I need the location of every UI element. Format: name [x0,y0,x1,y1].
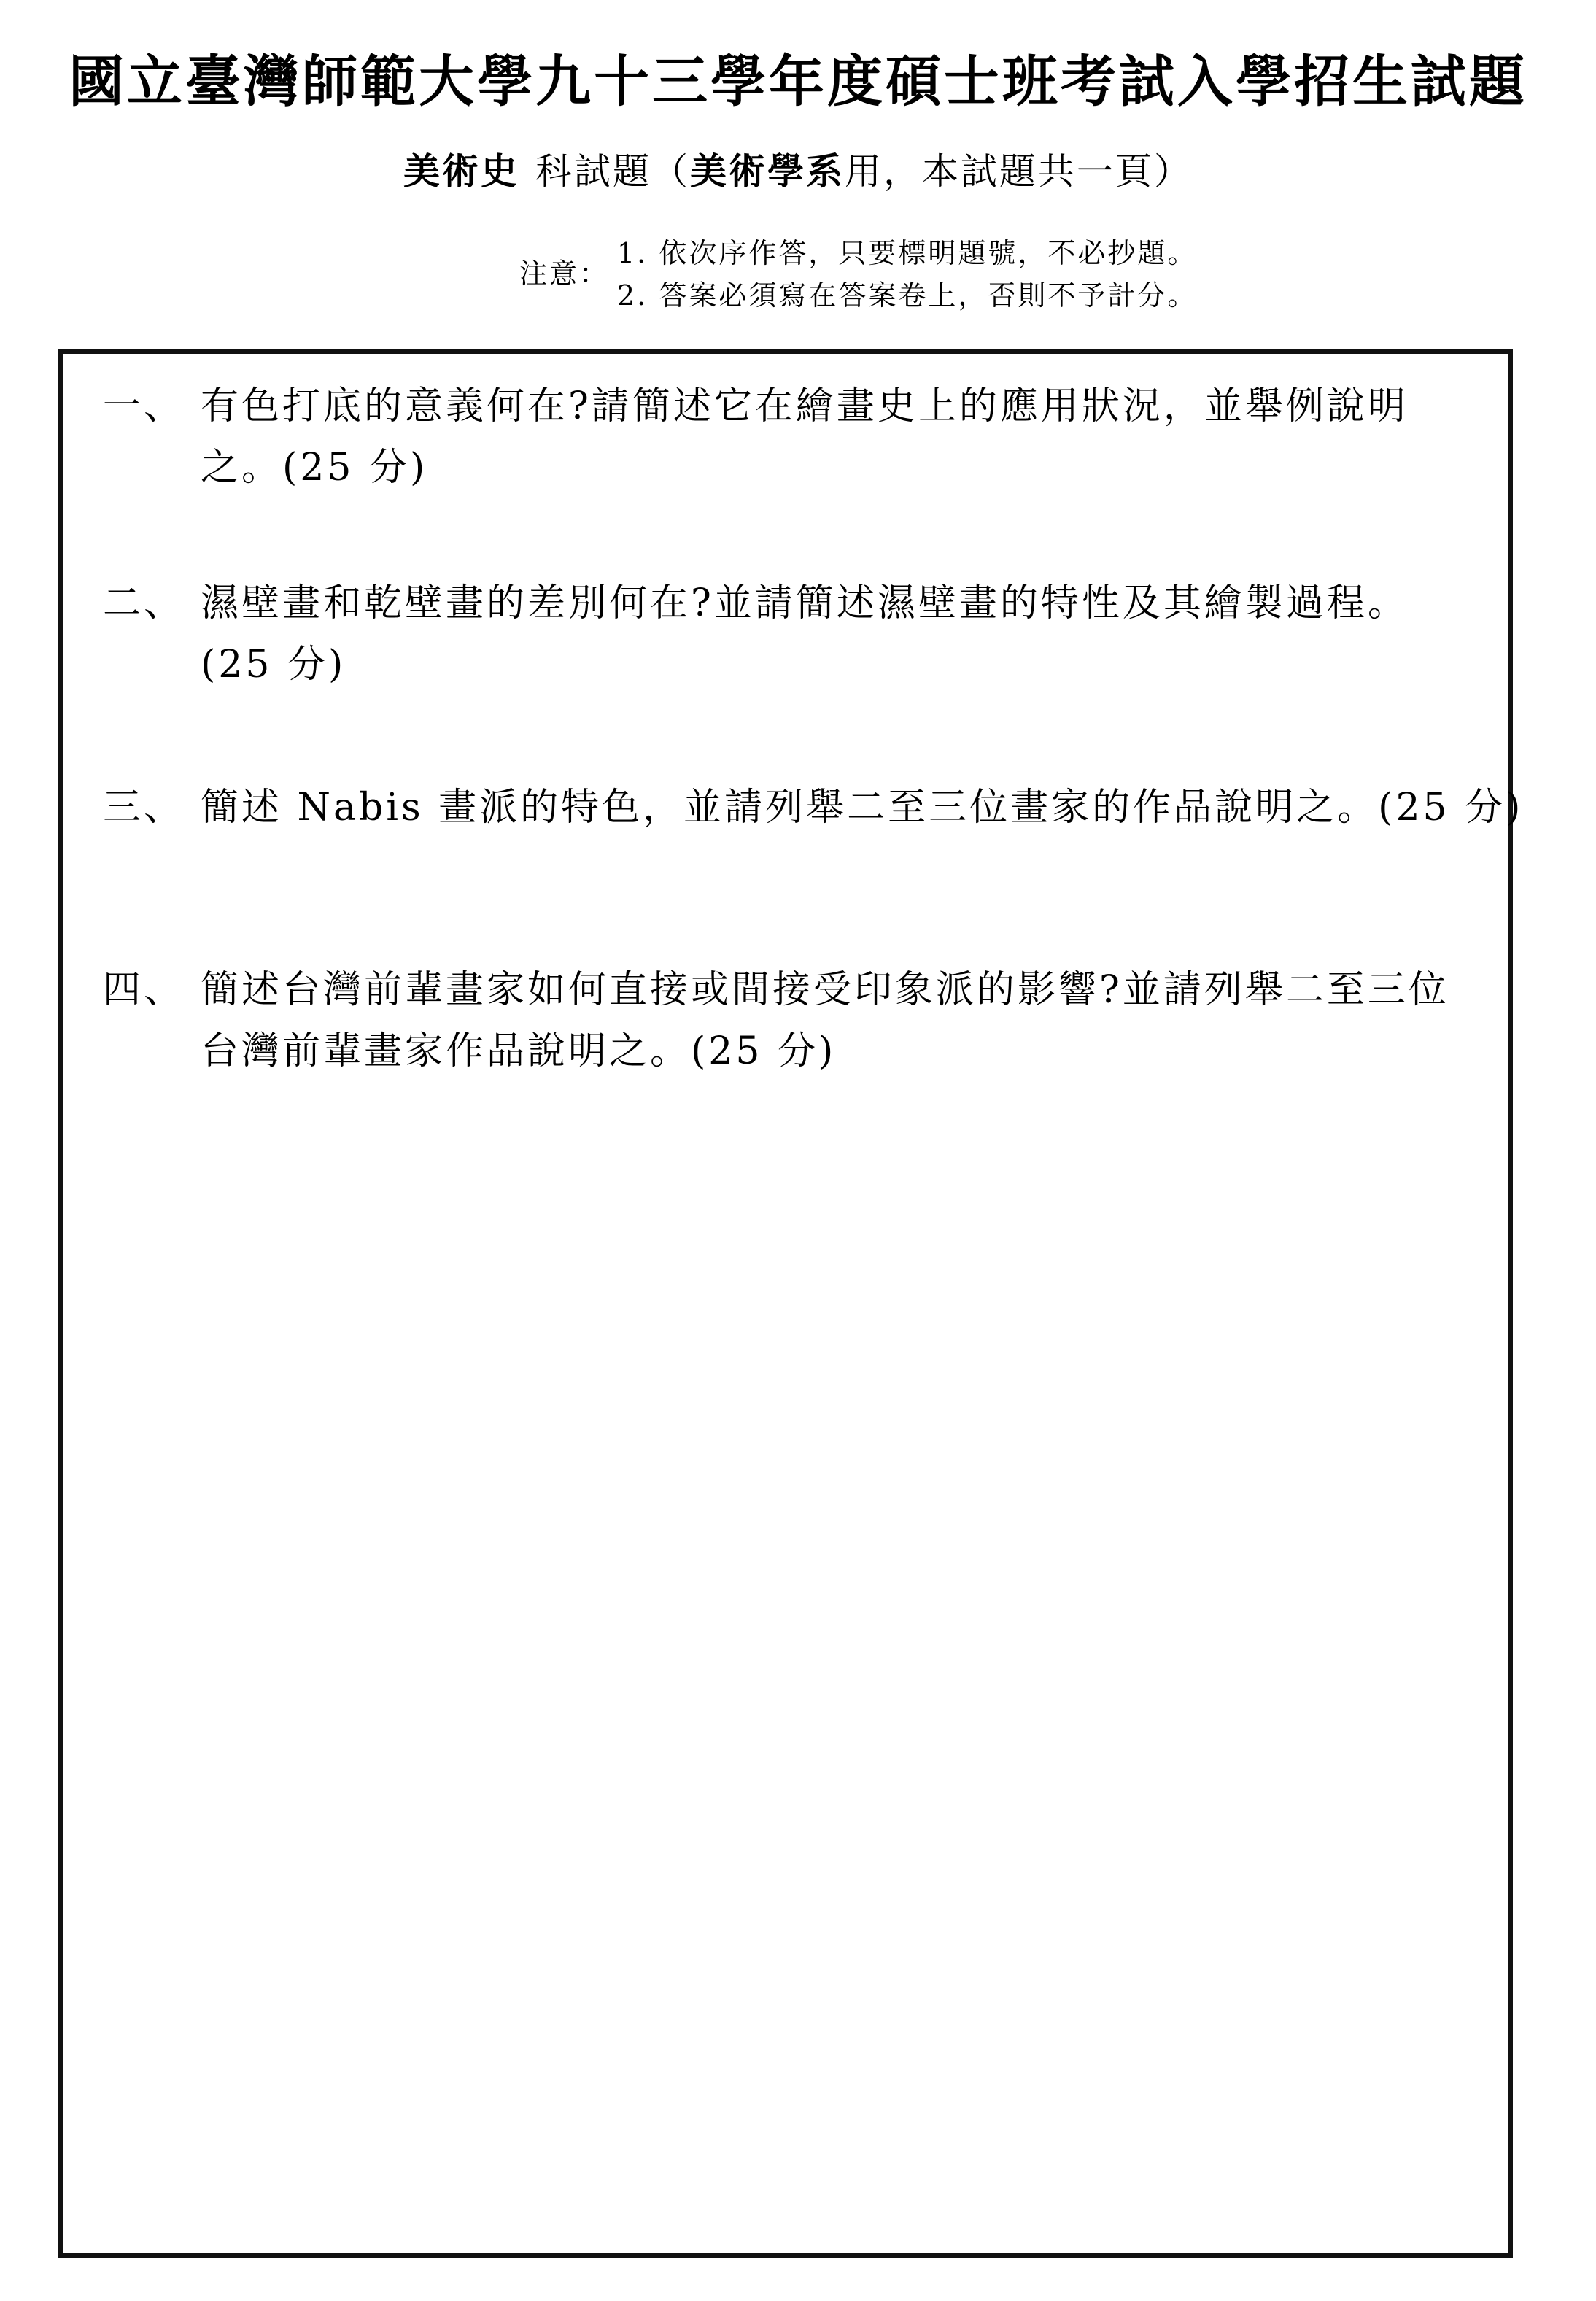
question-text-line: (25 分) [201,643,346,687]
question-text-line: 簡述台灣前輩畫家如何直接或間接受印象派的影響?並請列舉二至三位 [201,968,1449,1012]
exam-title: 國立臺灣師範大學九十三學年度碩士班考試入學招生試題 [69,49,1527,114]
subject-suffix: 科試題（ [535,150,690,193]
notice-item: 2. 答案必須寫在答案卷上，否則不予計分。 [617,279,1198,312]
question-number: 二、 [103,581,185,625]
question-number: 一、 [103,384,185,428]
department-name: 美術學系 [690,150,845,193]
question-number: 三、 [103,786,185,829]
notice-list [617,232,1197,317]
question-text-line: 濕壁畫和乾壁畫的差別何在?並請簡述濕壁畫的特性及其繪製過程。 [201,581,1409,625]
question-box [58,349,1524,2258]
question-number: 四、 [103,968,185,1012]
exam-subtitle [0,146,1596,197]
question-text-line: 有色打底的意義何在?請簡述它在繪畫史上的應用狀況，並舉例說明 [201,384,1409,428]
notice-label: 注意： [519,258,610,290]
pages-note: 用，本試題共一頁） [845,150,1193,193]
subject-name: 美術史 [403,150,519,193]
notice-item: 1. 依次序作答，只要標明題號，不必抄題。 [617,237,1198,269]
question-text-line: 之。(25 分) [201,446,428,490]
question-text-line: 簡述 Nabis 畫派的特色，並請列舉二至三位畫家的作品說明之。(25 分) [201,786,1524,829]
question-text-line: 台灣前輩畫家作品說明之。(25 分) [201,1029,837,1073]
